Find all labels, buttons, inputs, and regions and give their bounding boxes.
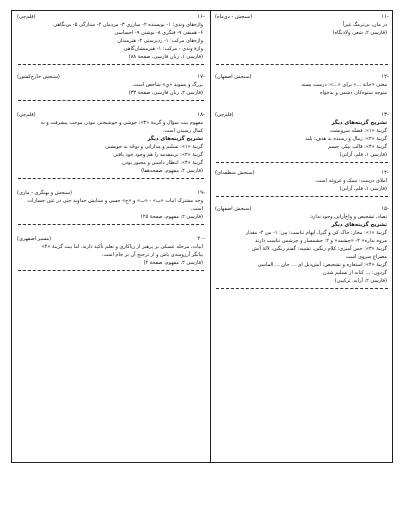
answer-line: کمال رسیدن است.: [162, 128, 203, 134]
answer-reference: (فارسی ۱، زبان فارسی، صفحهٔ ۸۸): [128, 54, 203, 60]
answer-line: گردون: ... کنایه از تسلیم شدن: [323, 270, 387, 276]
question-number: -۱۱: [381, 14, 389, 20]
question-header: [14, 111, 208, 119]
question-block: [14, 135, 208, 179]
question-number: -۱۳: [381, 112, 389, 118]
question-block: [212, 169, 392, 197]
question-header: [14, 189, 208, 197]
right-column: [212, 11, 392, 291]
question-source: (قلم‌چی): [17, 14, 36, 20]
separator-line: [216, 162, 388, 163]
separator-line: [18, 270, 204, 271]
answer-line: مصراع سروی است: [345, 254, 387, 260]
answer-line: واژه‌های مرکب: ۱- ردپرستی ۲- هنرمندان: [117, 38, 203, 44]
answer-reference: (فارسی ۲، زبان فارسی، صفحهٔ ۳۳): [128, 90, 203, 96]
answer-reference: (فارسی ۱، قلم، آرانی): [339, 186, 387, 192]
question-number: -۱۴: [381, 170, 389, 176]
question-header: [212, 111, 392, 119]
separator-line: [18, 64, 204, 65]
question-source: (سنجش خارج‌کشور): [17, 74, 60, 80]
section-heading: تشریح گزینه‌های دیگر: [147, 136, 203, 142]
answer-reference: (فارسی ۲، آرایه، ترکیبی): [334, 278, 387, 284]
question-block: [14, 111, 208, 135]
question-header: [212, 13, 392, 21]
question-source: (سنجش - دی‌ماه): [215, 14, 253, 20]
section-heading: تشریح گزینه‌های دیگر: [331, 120, 387, 126]
answer-reference: (فارسی ۲، مفهوم، صفحهٔ ۲۵): [140, 214, 203, 220]
answer-line: بیانگر آرزومندی باش و از ترجیح آن بر جام است.: [101, 252, 203, 258]
question-block: [212, 111, 392, 163]
answer-line: گزینهٔ «۱»: تسلیم و مداراتی و توجّه به خویشتن: [105, 144, 203, 150]
question-header: [14, 235, 208, 243]
question-block: [14, 189, 208, 225]
question-number: -۱۶: [197, 14, 205, 20]
question-source: (سنجش اصفهان): [215, 74, 252, 80]
answer-line: املای درست: تیمک و غروغه است.: [314, 178, 387, 184]
blank-line: [212, 45, 392, 53]
question-number: -۱۹: [197, 190, 205, 196]
separator-line: [216, 288, 388, 289]
answer-line: گزینهٔ «۲»: زمال و رسنده به هدف: بلند: [305, 136, 387, 142]
question-block: [14, 235, 208, 271]
answer-line: گزینهٔ «۴»: انتظار داشتن و مجبور بودن: [122, 160, 203, 166]
answer-line: معنی «خانهٔ ...» برای «...»: درست بسته: [301, 82, 387, 88]
question-source: (سنجش اصفهان): [215, 206, 252, 212]
question-block: [212, 73, 392, 105]
separator-line: [216, 64, 388, 65]
section-heading: تشریح گزینه‌های دیگر: [331, 222, 387, 228]
answer-reference: (فارسی ۲، مفهوم، صفحه‌هفا): [141, 168, 203, 174]
answer-line: ۶- همنفی ۷- فتگری ۸- نوشتن ۹- احساسی: [114, 30, 203, 36]
answer-line: است.: [190, 206, 203, 212]
answer-line: گزینهٔ «۴»: قالب پیکر، جسم: [328, 144, 387, 150]
blank-line: [212, 97, 392, 105]
separator-line: [18, 100, 204, 101]
answer-line: گزینهٔ «۱»: فضله سرونشت: [329, 128, 387, 134]
separator-line: [18, 178, 204, 179]
question-block: [14, 13, 208, 65]
question-number: -۱۲: [381, 74, 389, 80]
answer-reference: (فارسی ۱، قلم، آرانی): [339, 152, 387, 158]
column-divider: [210, 11, 211, 462]
question-header: [14, 13, 208, 21]
question-source: (قلم‌چی): [215, 112, 234, 118]
question-header: [212, 73, 392, 81]
question-source: (مسیر اصفهری): [17, 236, 52, 242]
blank-line: [212, 37, 392, 45]
answer-line: وجه مشترک ابیات «پ» - «ب» و «ج» حسی و ستایش خداوند حتی در عین جسارات: [27, 198, 203, 204]
answer-reference: (فارسی ۲، مفهوم، صفحهٔ ۴): [143, 260, 203, 266]
answer-line: واژه‌های وندی: ۱- نویسنده ۲- مبارزی ۳- مردمان ۴- ستارگی ۵- بی‌نگاهی: [53, 22, 203, 28]
question-source: (قلم‌چی): [17, 112, 36, 118]
question-source: (سنجش و بهنگری - ماری): [17, 190, 72, 196]
question-number: -۲۰: [197, 236, 205, 242]
question-block: [212, 205, 392, 289]
question-number: -۱۸: [197, 112, 205, 118]
answer-line: واژهٔ وندی - مرکب: ۱- هنرمنشان‌گاهی: [123, 46, 203, 52]
separator-line: [216, 196, 388, 197]
answer-line: مفهوم بیت سؤال و گزینهٔ «۳»: خوشی و خوشبختی نبودن موجب پیشرفت و به: [40, 120, 203, 126]
answer-line: گزینهٔ «۳»: حس آمیزی: کلام رنگین، تشبیه: گفتم رنگین، لالهٔ آتش: [251, 246, 387, 252]
answer-sheet-page: [11, 10, 393, 463]
answer-reference: (فارسی ۲، شعر، ولادتگاه): [332, 30, 387, 36]
answer-line: ابیات، مرحله عسکی بر پرهیز از ریاکاری و تعلم تأکید دارند. اما بیت گزینهٔ «۴»: [41, 244, 203, 250]
answer-line: گزینهٔ «۴»: استعاره و تشخیص: آتش‌دیل ای ... جان ... الماسی: [257, 262, 387, 268]
left-column: [14, 11, 208, 273]
answer-line: گزینهٔ «۱»: مجاز: خاک کی و گیرا، ایهام تناسب: مِن: ۱- من ۲- مقدار: [245, 230, 387, 236]
question-number: -۱۷: [197, 74, 205, 80]
answer-line: در مان، بی‌ترمگ غیراً: [342, 22, 387, 28]
answer-line: متوجه ستوه‌کار، دشمن و بدخواه: [320, 90, 387, 96]
question-block: [212, 13, 392, 65]
blank-line: [212, 53, 392, 61]
answer-line: مروه نداره» ۲- «چشمه» و ۲: چشمسار و چرشمن تناسب دارند: [255, 238, 387, 244]
question-source: (سنجش منطقه‌ای): [215, 170, 255, 176]
question-header: [212, 169, 392, 177]
question-block: [14, 73, 208, 101]
question-number: -۱۵: [381, 206, 389, 212]
answer-line: تضاد، تشخیص و واج‌آرایی وجود ندارد.: [309, 214, 387, 220]
separator-line: [18, 224, 204, 225]
question-header: [14, 73, 208, 81]
answer-line: گزینهٔ «۲»: بی‌مقدمه را هم وجود خود یافتن: [113, 152, 203, 158]
question-header: [212, 205, 392, 213]
answer-line: بزرگ و پسوند «یِ» شاخص است.: [132, 82, 203, 88]
